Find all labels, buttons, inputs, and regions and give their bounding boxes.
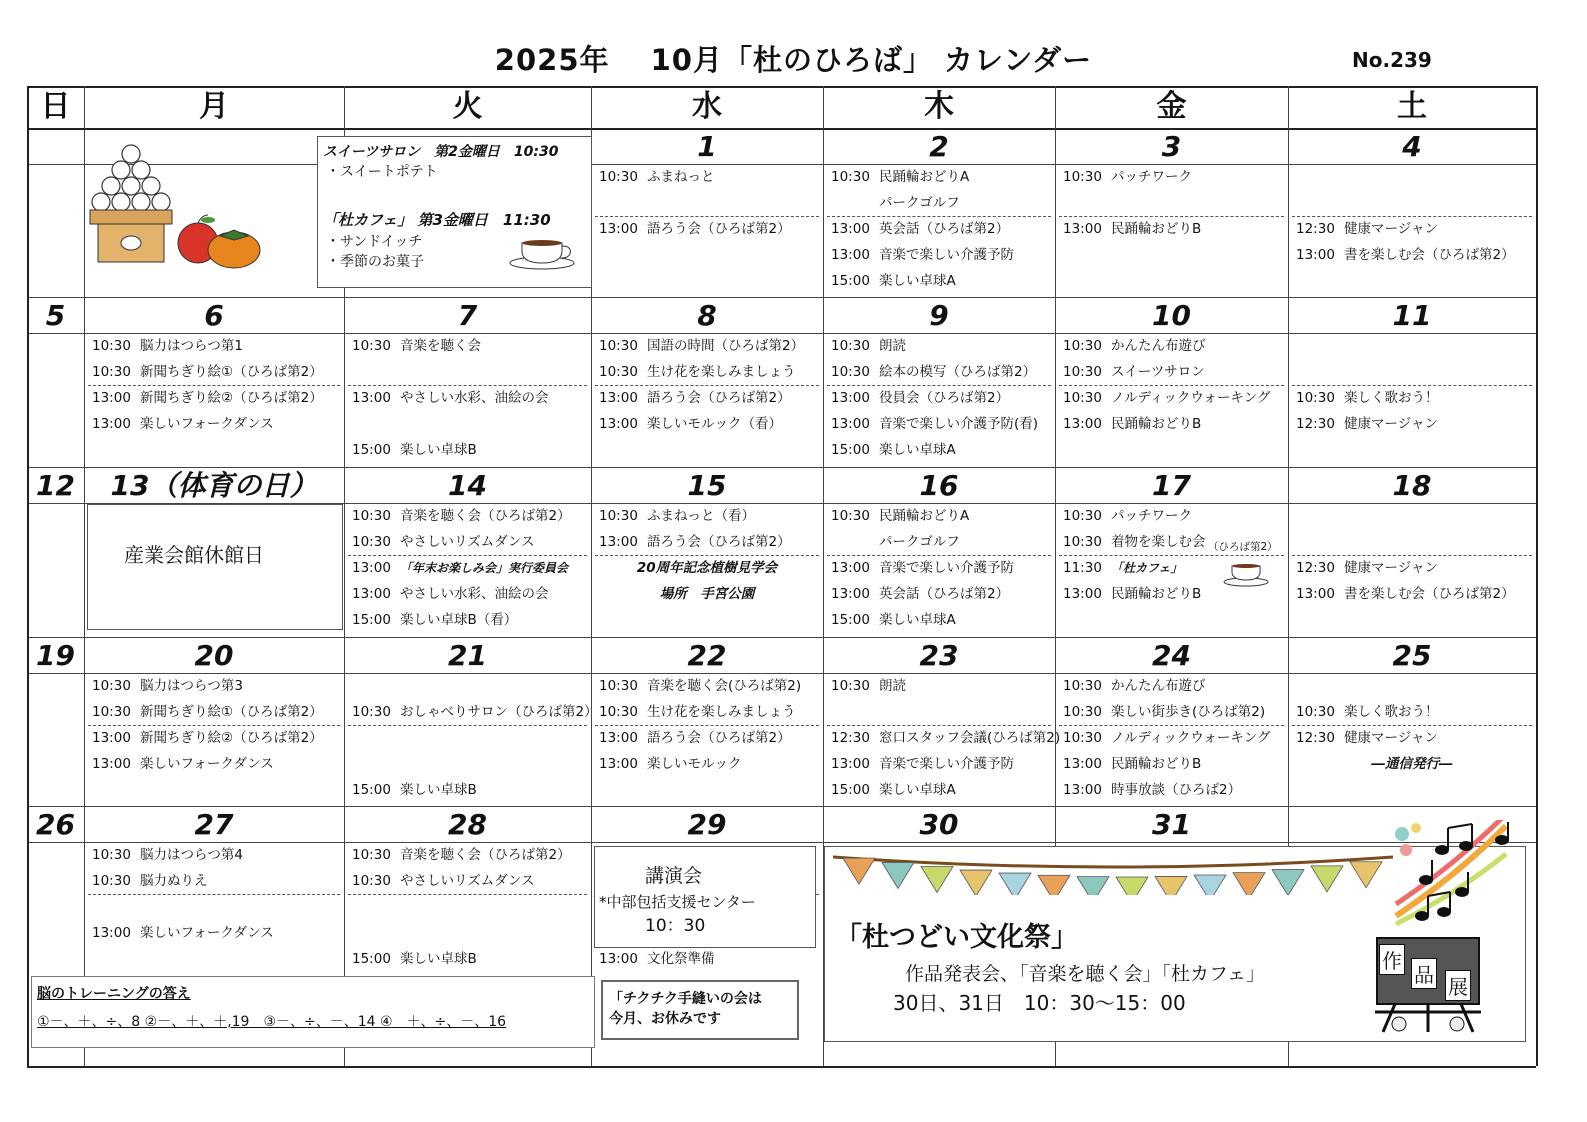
exhibit-char-2: 品 xyxy=(1411,958,1437,989)
cell-divider xyxy=(595,216,819,217)
event-item: 13:00 新聞ちぎり絵②（ひろば第2） xyxy=(92,730,323,746)
cell-divider xyxy=(1292,725,1532,726)
event-item: 10:30 新聞ちぎり絵①（ひろば第2） xyxy=(92,704,323,720)
event-item: 15:00 楽しい卓球A xyxy=(831,782,956,798)
event-item: 13:00 楽しいモルック xyxy=(599,756,742,772)
sewing-notice xyxy=(601,980,799,1040)
day-number: 3 xyxy=(1161,130,1182,163)
day-number: 30 xyxy=(919,808,959,841)
event-item: 13:00 語ろう会（ひろば第2） xyxy=(599,534,791,550)
bunting-flag xyxy=(1116,877,1148,895)
event-item: 12:30 健康マージャン xyxy=(1296,730,1438,746)
event-item: 10:30 おしゃべりサロン（ひろば第2） xyxy=(352,704,598,720)
day-number: 10 xyxy=(1152,299,1191,332)
event-item: 10:30 楽しく歌おう！ xyxy=(1296,704,1439,720)
kimono-sub-label: （ひろば第2） xyxy=(1208,541,1278,553)
bunting-flag xyxy=(960,870,992,895)
event-item: 10:30 脳力はつらつ第4 xyxy=(92,847,243,863)
event-item: 10:30 ふまねっと（看） xyxy=(599,508,755,524)
cafe-item-2: ・季節のお菓子 xyxy=(326,254,424,270)
day-number: 9 xyxy=(929,299,949,332)
event-item: 10:30 音楽を聴く会 xyxy=(352,338,481,354)
festival-line-1: 作品発表会、「音楽を聴く会」「杜カフェ」 xyxy=(905,963,1266,985)
cell-divider xyxy=(595,725,819,726)
event-item: 20周年記念植樹見学会 xyxy=(636,560,778,576)
lecture-place: *中部包括支援センター xyxy=(599,893,756,911)
cell-divider xyxy=(827,216,1051,217)
cell-divider xyxy=(88,894,340,895)
cell-divider xyxy=(827,555,1051,556)
event-item: 13:00 書を楽しむ会（ひろば第2） xyxy=(1296,586,1515,602)
event-item: 13:00 英会話（ひろば第2） xyxy=(831,586,1010,602)
cafe-item-1: ・サンドイッチ xyxy=(326,234,423,250)
event-item: 13:00 民踊輪おどりB xyxy=(1063,416,1202,432)
event-item: 15:00 楽しい卓球A xyxy=(831,273,956,289)
event-item: 13:00 英会話（ひろば第2） xyxy=(831,221,1010,237)
day-number: 20 xyxy=(194,639,234,672)
event-item: 15:00 楽しい卓球B（看） xyxy=(352,612,518,628)
bunting-flag xyxy=(1155,876,1187,895)
day-number: 26 xyxy=(36,808,75,841)
event-item: 10:30 民踊輪おどりA xyxy=(831,169,970,185)
sewing-line-2: 今月、お休みです xyxy=(609,1011,721,1027)
sweets-cafe-note xyxy=(317,136,592,288)
brain-training-box xyxy=(31,976,595,1048)
festival-title: 「杜つどい文化祭」 xyxy=(835,922,1078,953)
event-item: 13:00 音楽で楽しい介護予防 xyxy=(831,560,1014,576)
event-item: 12:30 健康マージャン xyxy=(1296,221,1438,237)
event-item: 10:30 パッチワーク xyxy=(1063,169,1192,185)
event-item: 10:30 朗読 xyxy=(831,338,906,354)
day-number: 7 xyxy=(457,299,478,332)
exhibit-char-1: 作 xyxy=(1379,944,1405,975)
tsukimi-dango-illustration xyxy=(86,140,266,270)
sweets-salon-title: スイーツサロン 第2金曜日 10:30 xyxy=(323,144,559,160)
brain-training-answers: ①－、＋、÷、8 ②－、＋、＋,19 ③－、÷、－、14 ④ ＋、÷、－、16 xyxy=(37,1014,507,1030)
coffee-cup-small-icon xyxy=(1222,560,1272,588)
cell-divider xyxy=(348,555,587,556)
cell-divider xyxy=(348,385,587,386)
event-item: 13:00 時事放談（ひろば2） xyxy=(1063,782,1242,798)
bunting-flag xyxy=(1311,866,1343,892)
event-item: 13:00 語ろう会（ひろば第2） xyxy=(599,730,791,746)
bunting-flag xyxy=(1233,873,1265,895)
grid-line xyxy=(27,842,1536,843)
lecture-title: 講演会 xyxy=(645,865,703,887)
bunting-flag xyxy=(1038,875,1070,895)
event-item: 10:30 絵本の模写（ひろば第2） xyxy=(831,364,1037,380)
bunting-flag xyxy=(882,862,914,888)
event-item: 13:00 新聞ちぎり絵②（ひろば第2） xyxy=(92,390,323,406)
day-number: 24 xyxy=(1152,639,1191,672)
event-item: 15:00 楽しい卓球A xyxy=(831,612,956,628)
event-item: 10:30 かんたん布遊び xyxy=(1063,678,1206,694)
day-number: 16 xyxy=(919,469,959,502)
event-item: 10:30 着物を楽しむ会 xyxy=(1063,534,1206,550)
cell-divider xyxy=(1059,725,1284,726)
event-item: 10:30 新聞ちぎり絵①（ひろば第2） xyxy=(92,364,323,380)
day-number: 19 xyxy=(36,639,75,672)
cell-divider xyxy=(88,385,340,386)
day-number: 25 xyxy=(1392,639,1432,672)
day-number: 31 xyxy=(1152,808,1191,841)
day-number: 15 xyxy=(687,469,727,502)
event-item: 10:30 音楽を聴く会（ひろば第2） xyxy=(352,508,571,524)
weekday-3: 水 xyxy=(692,89,722,124)
weekday-2: 火 xyxy=(452,89,483,124)
sewing-line-1: 「チクチク手縫いの会は xyxy=(609,991,762,1007)
weekday-4: 木 xyxy=(924,89,954,124)
festival-line-2: 30日、31日 10：30～15：00 xyxy=(893,991,1186,1015)
day-number: 1 xyxy=(697,130,717,163)
event-item: 13:00 民踊輪おどりB xyxy=(1063,221,1202,237)
cell-divider xyxy=(88,725,340,726)
grid-line xyxy=(27,333,1536,334)
event-item: 10:30 パッチワーク xyxy=(1063,508,1192,524)
event-item: 11:30 「杜カフェ」 xyxy=(1063,560,1183,576)
event-item: パークゴルフ xyxy=(879,534,960,550)
day-number: 6 xyxy=(204,299,224,332)
grid-line xyxy=(27,673,1536,674)
event-item: 13:00 やさしい水彩、油絵の会 xyxy=(352,586,549,602)
bunting-flag xyxy=(843,858,875,884)
cell-divider xyxy=(1292,216,1532,217)
weekday-6: 土 xyxy=(1397,89,1427,124)
day-number: 4 xyxy=(1402,130,1422,163)
event-item: 10:30 やさしいリズムダンス xyxy=(352,873,535,889)
day-number: 8 xyxy=(697,299,717,332)
grid-line xyxy=(27,1066,1536,1068)
cell-divider xyxy=(1059,216,1284,217)
bunting-flag xyxy=(1272,870,1304,895)
sweets-salon-item: ・スイートポテト xyxy=(326,164,438,180)
event-item: 13:00 音楽で楽しい介護予防 xyxy=(831,247,1014,263)
event-item: 10:30 音楽を聴く会（ひろば第2） xyxy=(352,847,571,863)
closed-day-label: 産業会館休館日 xyxy=(124,543,264,567)
bunting-flag xyxy=(999,873,1031,895)
event-item: 13:00 民踊輪おどりB xyxy=(1063,586,1202,602)
cell-divider xyxy=(348,725,587,726)
grid-line xyxy=(84,86,85,1066)
bunting-flag xyxy=(1194,875,1226,895)
bunting-flag xyxy=(921,866,953,892)
event-item: 13:00 民踊輪おどりB xyxy=(1063,756,1202,772)
bunting-flag xyxy=(1077,877,1109,895)
event-item: 10:30 脳力ぬりえ xyxy=(92,873,208,889)
day-number: 2 xyxy=(929,130,949,163)
event-item: 13:00 音楽で楽しい介護予防 xyxy=(831,756,1014,772)
event-item: 13:00 書を楽しむ会（ひろば第2） xyxy=(1296,247,1515,263)
cell-divider xyxy=(827,725,1051,726)
grid-line xyxy=(1536,86,1538,1066)
cell-divider xyxy=(1292,555,1532,556)
event-item: 13:00 語ろう会（ひろば第2） xyxy=(599,221,791,237)
event-item: 10:30 生け花を楽しみましょう xyxy=(599,704,796,720)
event-item: 13:00 楽しいフォークダンス xyxy=(92,416,274,432)
event-item: 10:30 脳力はつらつ第1 xyxy=(92,338,243,354)
event-item: 10:30 国語の時間（ひろば第2） xyxy=(599,338,805,354)
day-number: 14 xyxy=(448,469,487,502)
day-number: 23 xyxy=(919,639,959,672)
event-item: 13:00 音楽で楽しい介護予防(看) xyxy=(831,416,1039,432)
cell-divider xyxy=(1292,385,1532,386)
event-item: 12:30 窓口スタッフ会議(ひろば第2) xyxy=(831,730,1061,746)
issue-number: No.239 xyxy=(1352,48,1432,72)
cell-divider xyxy=(595,385,819,386)
day-number: 17 xyxy=(1152,469,1191,502)
day-number: 11 xyxy=(1392,299,1432,332)
cell-divider xyxy=(1059,555,1284,556)
event-item: 15:00 楽しい卓球B xyxy=(352,782,477,798)
weekday-5: 金 xyxy=(1156,89,1187,124)
event-item: 13:00 やさしい水彩、油絵の会 xyxy=(352,390,549,406)
event-item: 10:30 ふまねっと xyxy=(599,169,715,185)
exhibit-char-3: 展 xyxy=(1445,970,1471,1001)
event-item: 10:30 楽しい街歩き(ひろば第2) xyxy=(1063,704,1266,720)
event-item: 10:30 朗読 xyxy=(831,678,906,694)
cell-divider xyxy=(595,555,819,556)
day-number: 22 xyxy=(687,639,727,672)
event-item: 10:30 ノルディックウォーキング xyxy=(1063,730,1271,746)
day-number: 27 xyxy=(194,808,234,841)
closed-day-box xyxy=(87,504,343,630)
event-item: 10:30 生け花を楽しみましょう xyxy=(599,364,796,380)
day-number: 21 xyxy=(448,639,487,672)
brain-training-title: 脳のトレーニングの答え xyxy=(37,986,191,1002)
event-item: 15:00 楽しい卓球B xyxy=(352,442,477,458)
cafe-title: 「杜カフェ」 第3金曜日 11:30 xyxy=(323,211,551,229)
day-number: 5 xyxy=(45,299,66,332)
event-item: 10:30 やさしいリズムダンス xyxy=(352,534,535,550)
event-item: 13:00 「年末お楽しみ会」実行委員会 xyxy=(352,560,569,576)
event-item: 10:30 かんたん布遊び xyxy=(1063,338,1206,354)
cell-divider xyxy=(348,894,587,895)
day-number: 12 xyxy=(36,469,75,502)
page-title: 2025年 10月「杜のひろば」 カレンダー xyxy=(494,43,1093,77)
cell-divider xyxy=(827,385,1051,386)
event-item: 12:30 健康マージャン xyxy=(1296,416,1438,432)
event-item: 10:30 民踊輪おどりA xyxy=(831,508,970,524)
event-item: 13:00 文化祭準備 xyxy=(599,951,715,967)
day-number: 18 xyxy=(1392,469,1432,502)
cell-divider xyxy=(1059,385,1284,386)
event-item: 10:30 ノルディックウォーキング xyxy=(1063,390,1271,406)
music-notes-icon xyxy=(1392,820,1522,930)
exhibit-easel xyxy=(1373,936,1483,1036)
event-item: 10:30 スイーツサロン xyxy=(1063,364,1205,380)
event-item: 15:00 楽しい卓球B xyxy=(352,951,477,967)
event-item: 12:30 健康マージャン xyxy=(1296,560,1438,576)
day-number: 28 xyxy=(448,808,487,841)
event-item: 場所 手宮公園 xyxy=(659,586,755,602)
lecture-time: 10：30 xyxy=(645,916,706,936)
event-item: 15:00 楽しい卓球A xyxy=(831,442,956,458)
grid-line xyxy=(27,86,29,1066)
event-item: 10:30 音楽を聴く会(ひろば第2) xyxy=(599,678,802,694)
event-item: 13:00 楽しいモルック（看） xyxy=(599,416,782,432)
day-number: 29 xyxy=(687,808,727,841)
event-item: 13:00 役員会（ひろば第2） xyxy=(831,390,1010,406)
event-item: 10:30 脳力はつらつ第3 xyxy=(92,678,243,694)
day-number: 13（体育の日） xyxy=(110,469,318,502)
bunting-decoration xyxy=(833,849,1393,895)
coffee-cup-icon xyxy=(508,235,578,271)
event-item: 13:00 楽しいフォークダンス xyxy=(92,925,274,941)
lecture-box xyxy=(594,846,816,948)
event-item: ―通信発行― xyxy=(1371,756,1453,772)
event-item: 13:00 楽しいフォークダンス xyxy=(92,756,274,772)
event-item: パークゴルフ xyxy=(879,195,960,211)
weekday-0: 日 xyxy=(40,89,71,124)
bunting-flag xyxy=(1350,862,1382,888)
event-item: 10:30 楽しく歌おう！ xyxy=(1296,390,1439,406)
event-item: 13:00 語ろう会（ひろば第2） xyxy=(599,390,791,406)
weekday-1: 月 xyxy=(199,89,229,124)
